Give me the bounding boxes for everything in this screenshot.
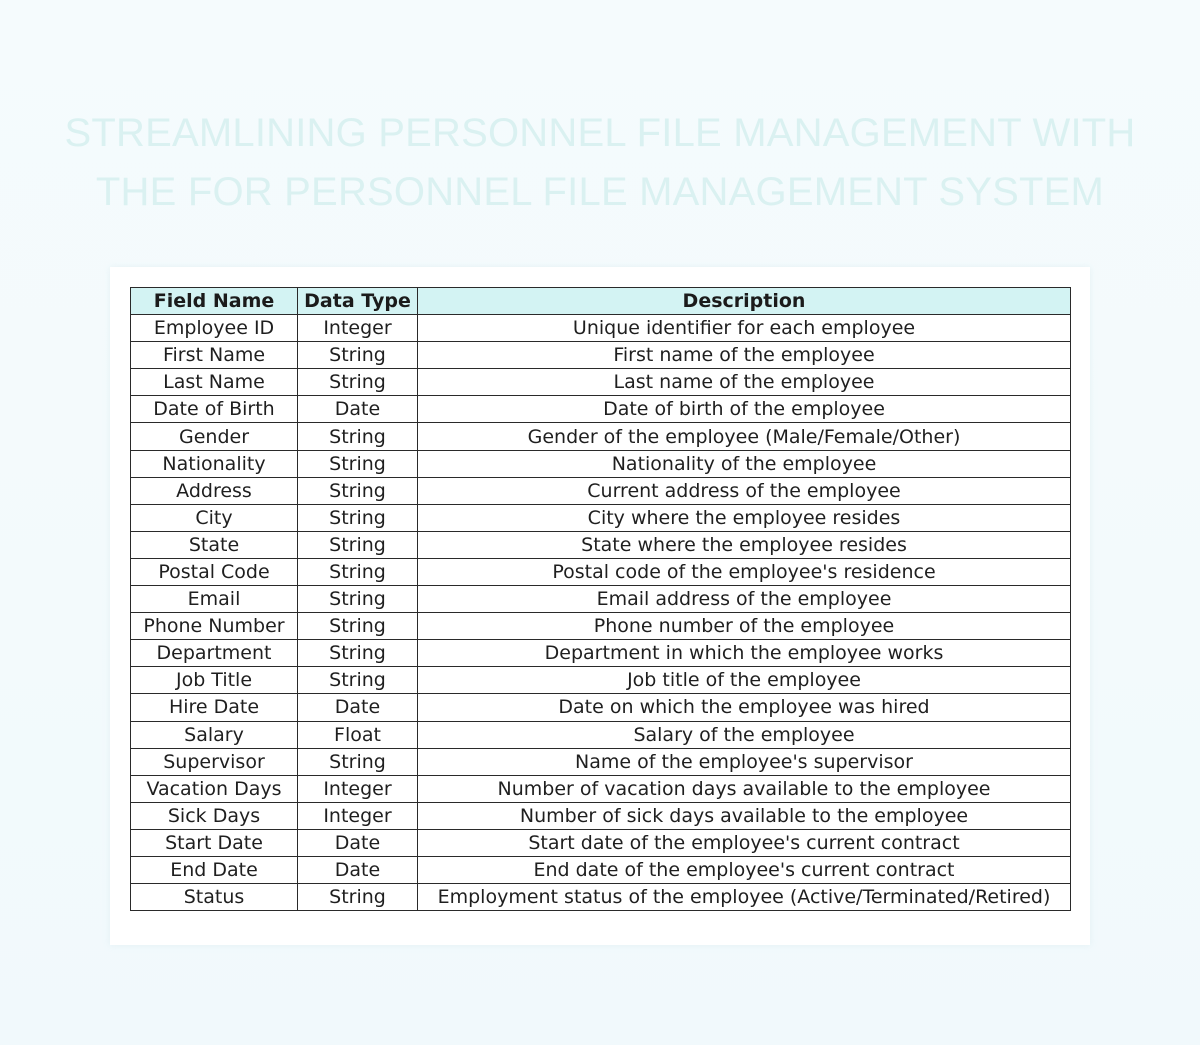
table-header-row xyxy=(131,288,1071,315)
column-header-description: Description xyxy=(418,288,1071,315)
table-row xyxy=(131,640,1071,667)
description-cell: Unique identifier for each employee xyxy=(418,315,1071,342)
table-row xyxy=(131,775,1071,802)
description-cell: Postal code of the employee's residence xyxy=(418,558,1071,585)
description-cell: First name of the employee xyxy=(418,342,1071,369)
data-type-cell: String xyxy=(298,613,418,640)
field-name-cell: Department xyxy=(131,640,298,667)
field-name-cell: Address xyxy=(131,477,298,504)
description-cell: Salary of the employee xyxy=(418,721,1071,748)
field-name-cell: Last Name xyxy=(131,369,298,396)
table-row xyxy=(131,721,1071,748)
data-type-cell: String xyxy=(298,558,418,585)
data-type-cell: String xyxy=(298,423,418,450)
field-name-cell: Status xyxy=(131,884,298,911)
description-cell: Number of vacation days available to the employee xyxy=(418,775,1071,802)
field-name-cell: Phone Number xyxy=(131,613,298,640)
column-header-field-name: Field Name xyxy=(131,288,298,315)
field-definition-table xyxy=(130,287,1071,911)
description-cell: Nationality of the employee xyxy=(418,450,1071,477)
data-type-cell: Integer xyxy=(298,802,418,829)
table-row xyxy=(131,613,1071,640)
description-cell: Date of birth of the employee xyxy=(418,396,1071,423)
table-row xyxy=(131,558,1071,585)
description-cell: Job title of the employee xyxy=(418,667,1071,694)
table-sheet xyxy=(110,267,1090,945)
field-name-cell: Date of Birth xyxy=(131,396,298,423)
table-row xyxy=(131,667,1071,694)
table-row xyxy=(131,423,1071,450)
data-type-cell: String xyxy=(298,748,418,775)
table-body xyxy=(131,315,1071,911)
field-name-cell: Employee ID xyxy=(131,315,298,342)
data-type-cell: Date xyxy=(298,856,418,883)
data-type-cell: String xyxy=(298,477,418,504)
data-type-cell: String xyxy=(298,884,418,911)
table-row xyxy=(131,586,1071,613)
description-cell: Gender of the employee (Male/Female/Other) xyxy=(418,423,1071,450)
page-title xyxy=(0,104,1200,222)
description-cell: Employment status of the employee (Active/Terminated/Retired) xyxy=(418,884,1071,911)
data-type-cell: Float xyxy=(298,721,418,748)
description-cell: Department in which the employee works xyxy=(418,640,1071,667)
field-name-cell: Hire Date xyxy=(131,694,298,721)
field-name-cell: Vacation Days xyxy=(131,775,298,802)
data-type-cell: Date xyxy=(298,829,418,856)
data-type-cell: String xyxy=(298,667,418,694)
field-name-cell: Email xyxy=(131,586,298,613)
table-row xyxy=(131,802,1071,829)
description-cell: Number of sick days available to the employee xyxy=(418,802,1071,829)
field-name-cell: Supervisor xyxy=(131,748,298,775)
table-row xyxy=(131,369,1071,396)
page-title-line-1: STREAMLINING PERSONNEL FILE MANAGEMENT WITH xyxy=(64,111,1136,155)
field-name-cell: Gender xyxy=(131,423,298,450)
data-type-cell: Date xyxy=(298,396,418,423)
data-type-cell: String xyxy=(298,504,418,531)
table-row xyxy=(131,504,1071,531)
column-header-data-type: Data Type xyxy=(298,288,418,315)
field-name-cell: Start Date xyxy=(131,829,298,856)
description-cell: City where the employee resides xyxy=(418,504,1071,531)
description-cell: Last name of the employee xyxy=(418,369,1071,396)
description-cell: State where the employee resides xyxy=(418,531,1071,558)
page-title-line-2: THE FOR PERSONNEL FILE MANAGEMENT SYSTEM xyxy=(95,170,1105,214)
field-name-cell: End Date xyxy=(131,856,298,883)
field-name-cell: State xyxy=(131,531,298,558)
table-row xyxy=(131,396,1071,423)
description-cell: Current address of the employee xyxy=(418,477,1071,504)
description-cell: Phone number of the employee xyxy=(418,613,1071,640)
data-type-cell: String xyxy=(298,450,418,477)
description-cell: Name of the employee's supervisor xyxy=(418,748,1071,775)
table-row xyxy=(131,694,1071,721)
data-type-cell: String xyxy=(298,586,418,613)
data-type-cell: String xyxy=(298,531,418,558)
field-name-cell: Sick Days xyxy=(131,802,298,829)
description-cell: Start date of the employee's current contract xyxy=(418,829,1071,856)
data-type-cell: Integer xyxy=(298,775,418,802)
table-row xyxy=(131,315,1071,342)
field-name-cell: City xyxy=(131,504,298,531)
table-row xyxy=(131,477,1071,504)
table-row xyxy=(131,531,1071,558)
table-row xyxy=(131,450,1071,477)
data-type-cell: Integer xyxy=(298,315,418,342)
table-row xyxy=(131,884,1071,911)
data-type-cell: Date xyxy=(298,694,418,721)
data-type-cell: String xyxy=(298,640,418,667)
table-row xyxy=(131,748,1071,775)
description-cell: End date of the employee's current contract xyxy=(418,856,1071,883)
data-type-cell: String xyxy=(298,369,418,396)
description-cell: Email address of the employee xyxy=(418,586,1071,613)
field-name-cell: First Name xyxy=(131,342,298,369)
field-name-cell: Nationality xyxy=(131,450,298,477)
field-name-cell: Postal Code xyxy=(131,558,298,585)
description-cell: Date on which the employee was hired xyxy=(418,694,1071,721)
field-name-cell: Job Title xyxy=(131,667,298,694)
field-name-cell: Salary xyxy=(131,721,298,748)
data-type-cell: String xyxy=(298,342,418,369)
table-row xyxy=(131,342,1071,369)
table-row xyxy=(131,856,1071,883)
table-row xyxy=(131,829,1071,856)
